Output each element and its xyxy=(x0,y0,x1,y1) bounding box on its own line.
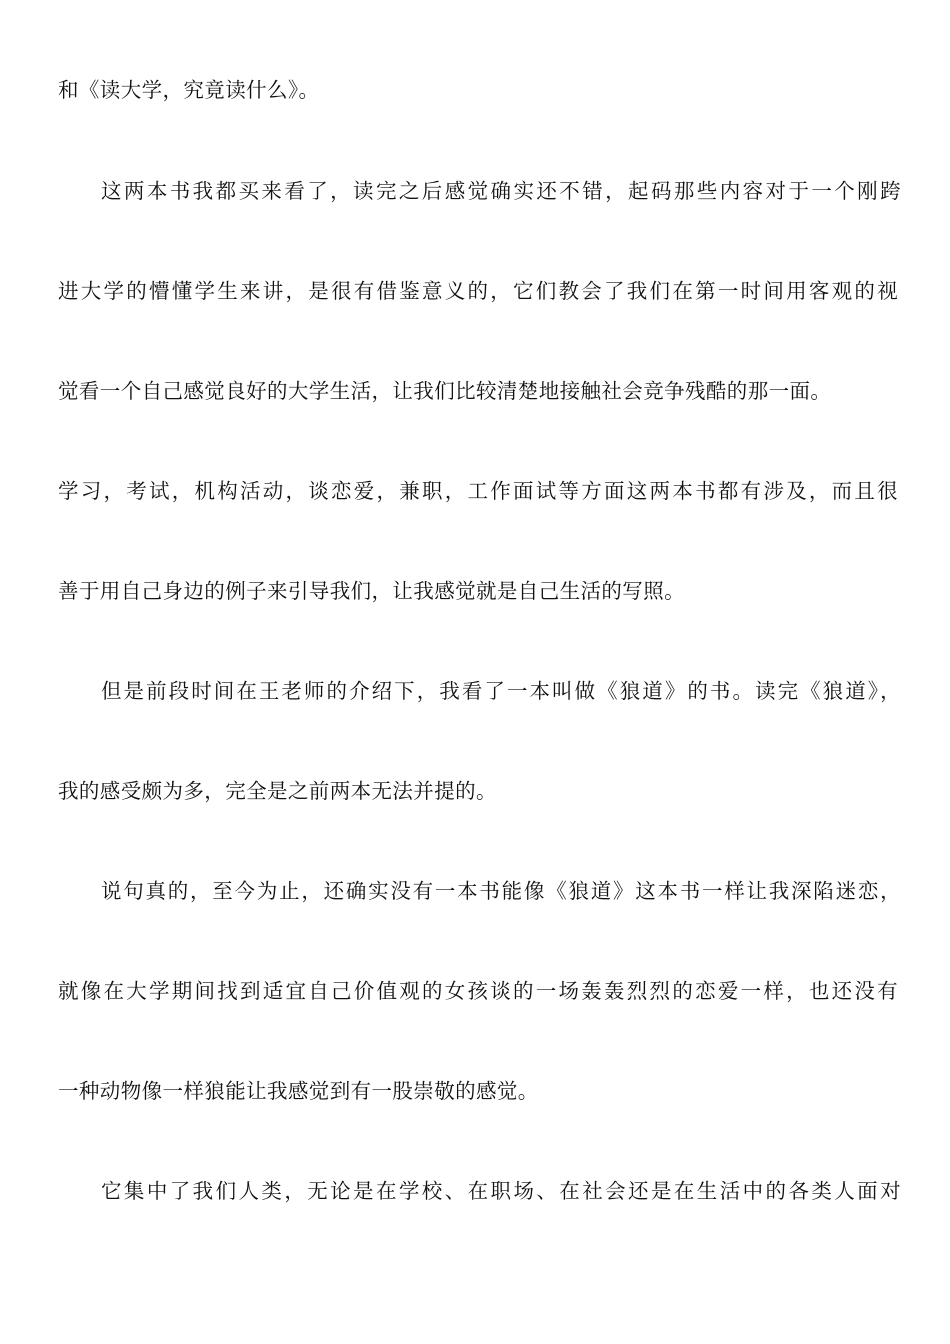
paragraph-first-line: 但是前段时间在王老师的介绍下，我看了一本叫做《狼道》的书。读完《狼道》， xyxy=(101,679,901,703)
text-line: 我的感受颇为多，完全是之前两本无法并提的。 xyxy=(58,779,497,803)
text-line: 觉看一个自己感觉良好的大学生活，让我们比较清楚地接触社会竞争残酷的那一面。 xyxy=(58,379,832,403)
text-line: 就像在大学期间找到适宜自己价值观的女孩谈的一场轰轰烈烈的恋爱一样，也还没有 xyxy=(58,979,898,1003)
paragraph-first-line: 它集中了我们人类，无论是在学校、在职场、在社会还是在生活中的各类人面对 xyxy=(101,1179,901,1203)
text-line: 善于用自己身边的例子来引导我们，让我感觉就是自己生活的写照。 xyxy=(58,579,685,603)
text-line: 进大学的懵懂学生来讲，是很有借鉴意义的，它们教会了我们在第一时间用客观的视 xyxy=(58,279,898,303)
text-line: 学习，考试，机构活动，谈恋爱，兼职，工作面试等方面这两本书都有涉及，而且很 xyxy=(58,479,898,503)
text-line: 和《读大学，究竟读什么》。 xyxy=(58,78,320,102)
paragraph-first-line: 这两本书我都买来看了，读完之后感觉确实还不错，起码那些内容对于一个刚跨 xyxy=(101,179,901,203)
text-line: 一种动物像一样狼能让我感觉到有一股崇敬的感觉。 xyxy=(58,1079,539,1103)
paragraph-first-line: 说句真的，至今为止，还确实没有一本书能像《狼道》这本书一样让我深陷迷恋， xyxy=(101,879,901,903)
